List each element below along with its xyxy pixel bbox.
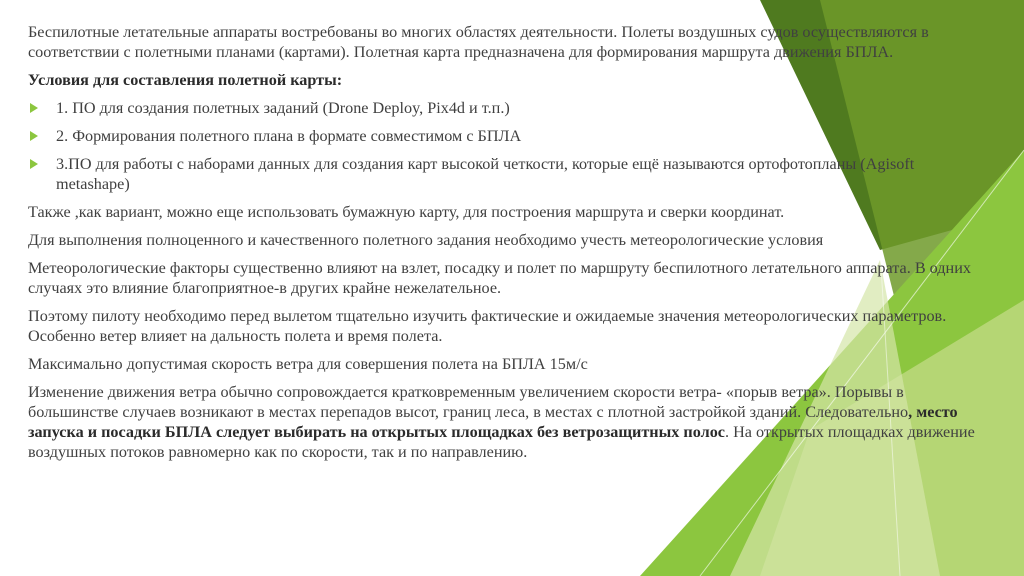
bullet-text: 1. ПО для создания полетных заданий (Drone Deploy, Pix4d и т.п.)	[56, 99, 510, 117]
list-item	[28, 98, 988, 118]
triangle-bullet-icon	[30, 103, 38, 113]
max-wind-paragraph: Максимально допустимая скорость ветра для совершения полета на БПЛА 15м/с	[28, 355, 588, 373]
bullet-text: 3.ПО для работы с наборами данных для создания карт высокой четкости, которые ещё называются ортофотопланы (Agisoft metashape)	[56, 155, 915, 193]
gusts-text-end: . На открытых площадках движение воздушных потоков равномерно как по скорости, так и по направлению.	[28, 423, 975, 461]
gusts-text-bold: , место запуска и посадки БПЛА следует выбирать на открытых площадках без ветрозащитных полос	[28, 403, 958, 441]
conditions-heading: Условия для составления полетной карты:	[28, 71, 343, 89]
wind-gusts-paragraph	[28, 382, 988, 462]
gusts-text-start: Изменение движения ветра обычно сопровождается кратковременным увеличением скорости ветра- «порыв ветра». Порывы в большинстве случаев возникают в местах перепадов высот, границ леса, в местах с плотной застройкой зданий. Следовательно	[28, 383, 909, 421]
meteo-conditions-paragraph: Для выполнения полноценного и качественного полетного задания необходимо учесть метеорологические условия	[28, 231, 824, 249]
list-item	[28, 154, 988, 194]
triangle-bullet-icon	[30, 131, 38, 141]
bullet-text: 2. Формирования полетного плана в формате совместимом с БПЛА	[56, 127, 522, 145]
paper-map-paragraph: Также ,как вариант, можно еще использовать бумажную карту, для построения маршрута и сверки координат.	[28, 203, 785, 221]
triangle-bullet-icon	[30, 159, 38, 169]
pilot-study-paragraph: Поэтому пилоту необходимо перед вылетом тщательно изучить фактические и ожидаемые значения метеорологических параметров. Особенно ветер влияет на дальность полета и время полета.	[28, 307, 947, 345]
intro-paragraph: Беспилотные летательные аппараты востребованы во многих областях деятельности. Полеты воздушных судов осуществляются в соответствии с полетными планами (картами). Полетная карта предназначена для формирования маршрута движения БПЛА.	[28, 23, 929, 61]
slide-body	[28, 22, 988, 470]
list-item	[28, 126, 988, 146]
meteo-factors-paragraph: Метеорологические факторы существенно влияют на взлет, посадку и полет по маршруту беспилотного летательного аппарата. В одних случаях это влияние благоприятное-в других крайне нежелательное.	[28, 259, 971, 297]
